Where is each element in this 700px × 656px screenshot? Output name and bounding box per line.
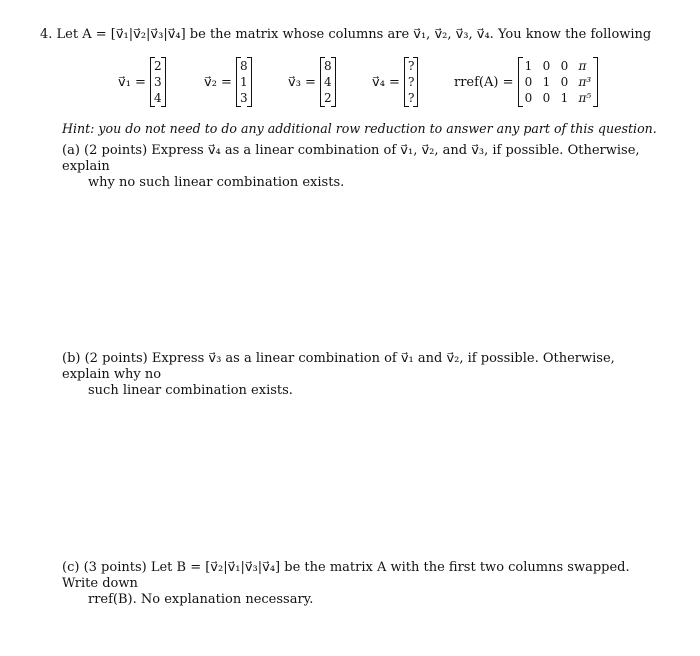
rref-entry: 0 bbox=[542, 91, 551, 105]
rref-entry: 0 bbox=[542, 59, 551, 73]
vector-v2 bbox=[204, 56, 252, 108]
vector-v3-matrix bbox=[320, 57, 336, 107]
vector-v1-matrix bbox=[150, 57, 166, 107]
rref-entry: π³ bbox=[578, 75, 592, 89]
vector-v2-entry: 3 bbox=[239, 91, 248, 105]
vector-v4 bbox=[372, 56, 418, 108]
vector-v1 bbox=[118, 56, 166, 108]
rref-entry: π bbox=[578, 59, 587, 73]
vector-v3 bbox=[288, 56, 336, 108]
part-a-text-line1: (2 points) Express v⃗₄ as a linear combination of v⃗₁, v⃗₂, and v⃗₃, if possible. Otherwise, explain bbox=[62, 143, 640, 174]
vector-v4-matrix bbox=[404, 57, 418, 107]
vector-v1-entry: 3 bbox=[153, 75, 162, 89]
part-a-label: (a) bbox=[62, 143, 80, 158]
vector-v4-entry: ? bbox=[407, 75, 415, 89]
rref-a-row bbox=[525, 59, 592, 73]
part-a-text-line2: why no such linear combination exists. bbox=[88, 175, 345, 190]
rref-a-matrix bbox=[518, 57, 599, 107]
rref-a-row bbox=[525, 75, 592, 89]
rref-entry: 0 bbox=[524, 75, 533, 89]
vector-v2-label: v⃗₂ = bbox=[204, 74, 232, 90]
part-c-text-line1: (3 points) Let B = [v⃗₂|v⃗₁|v⃗₃|v⃗₄] be the matrix A with the first two columns swapped. Write down bbox=[62, 560, 630, 591]
vector-v2-matrix bbox=[236, 57, 252, 107]
vector-v3-entry: 2 bbox=[323, 91, 332, 105]
part-c-text-line2: rref(B). No explanation necessary. bbox=[88, 592, 314, 607]
hint-text: Hint: you do not need to do any additional row reduction to answer any part of this question. bbox=[62, 121, 657, 136]
vector-v1-label: v⃗₁ = bbox=[118, 74, 146, 90]
vector-v4-entry: ? bbox=[407, 91, 415, 105]
vector-v3-entry: 8 bbox=[323, 59, 332, 73]
rref-entry: 0 bbox=[560, 75, 569, 89]
part-b bbox=[62, 351, 662, 399]
vector-v4-entry: ? bbox=[407, 59, 415, 73]
vector-v1-entry: 2 bbox=[153, 59, 162, 73]
rref-entry: 0 bbox=[524, 91, 533, 105]
question-intro bbox=[40, 27, 651, 42]
part-b-text-line2: such linear combination exists. bbox=[88, 383, 293, 398]
part-c-label: (c) bbox=[62, 560, 80, 575]
vector-v4-label: v⃗₄ = bbox=[372, 74, 400, 90]
rref-a bbox=[454, 56, 598, 108]
part-a bbox=[62, 143, 662, 191]
rref-entry: 1 bbox=[542, 75, 551, 89]
vector-v1-entry: 4 bbox=[153, 91, 162, 105]
part-b-label: (b) bbox=[62, 351, 81, 366]
vector-v3-entry: 4 bbox=[323, 75, 332, 89]
rref-a-label: rref(A) = bbox=[454, 74, 514, 90]
rref-entry: 1 bbox=[560, 91, 569, 105]
part-b-text-line1: (2 points) Express v⃗₃ as a linear combination of v⃗₁ and v⃗₂, if possible. Otherwise, explain why no bbox=[62, 351, 615, 382]
rref-entry: π⁵ bbox=[578, 91, 592, 105]
question-number: 4. bbox=[40, 27, 53, 42]
vector-v2-entry: 8 bbox=[239, 59, 248, 73]
vector-v2-entry: 1 bbox=[239, 75, 248, 89]
rref-a-row bbox=[525, 91, 592, 105]
rref-entry: 1 bbox=[524, 59, 533, 73]
part-c bbox=[62, 560, 662, 608]
rref-entry: 0 bbox=[560, 59, 569, 73]
question-intro-text: Let A = [v⃗₁|v⃗₂|v⃗₃|v⃗₄] be the matrix whose columns are v⃗₁, v⃗₂, v⃗₃, v⃗₄. You know the following bbox=[56, 27, 652, 42]
vector-v3-label: v⃗₃ = bbox=[288, 74, 316, 90]
